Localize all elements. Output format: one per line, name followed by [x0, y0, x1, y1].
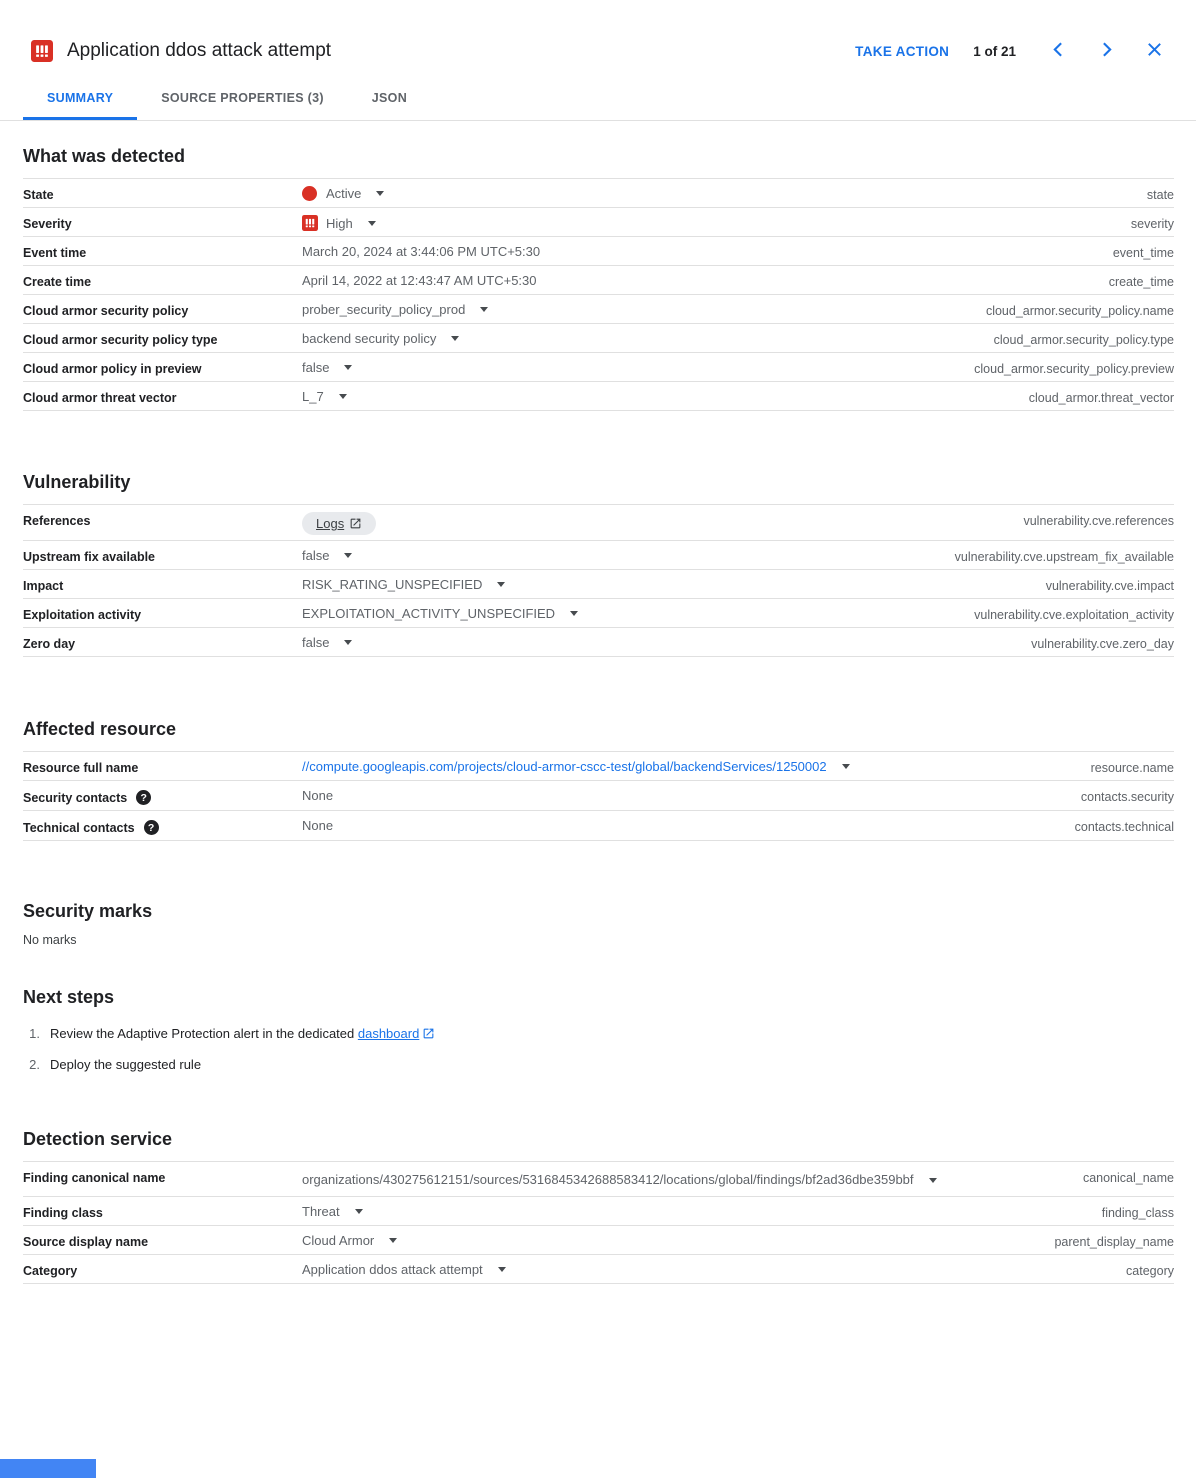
row-label: Create time: [23, 275, 92, 289]
row-category: [23, 1254, 1174, 1283]
vulnerability-table: [23, 504, 1174, 657]
row-value: [302, 511, 1007, 535]
api-field-name: cloud_armor.security_policy.name: [985, 304, 1174, 318]
high-severity-icon: [302, 215, 318, 231]
api-field-name: severity: [1130, 217, 1174, 231]
row-threat-vector: [23, 381, 1174, 410]
section-next-steps: [23, 987, 1174, 1075]
finding-header: [0, 0, 1196, 68]
section-affected-resource: [23, 719, 1174, 841]
api-field-name: vulnerability.cve.references: [1023, 514, 1174, 528]
section-title: Vulnerability: [23, 472, 131, 492]
row-label: Zero day: [23, 637, 76, 651]
row-label: Cloud armor threat vector: [23, 391, 177, 405]
row-value: None: [302, 788, 334, 803]
api-field-name: category: [1126, 1264, 1174, 1278]
row-label: Technical contacts ?: [23, 817, 302, 835]
row-value: EXPLOITATION_ACTIVITY_UNSPECIFIED: [302, 605, 958, 621]
row-label: Cloud armor security policy: [23, 304, 189, 318]
tab-bar: [0, 78, 1196, 121]
previous-finding-button[interactable]: [1038, 34, 1078, 68]
api-field-name: vulnerability.cve.zero_day: [1031, 637, 1174, 651]
row-value: Active: [302, 185, 1131, 201]
row-value: Application ddos attack attempt: [302, 1261, 1110, 1277]
row-value: false: [302, 634, 1015, 650]
row-value: April 14, 2022 at 12:43:47 AM UTC+5:30: [302, 273, 537, 288]
external-link-icon: [422, 1024, 435, 1044]
section-title: Security marks: [23, 901, 153, 921]
row-label: Cloud armor security policy type: [23, 333, 218, 347]
section-security-marks: [23, 901, 1174, 947]
row-value: false: [302, 547, 939, 563]
row-security-policy-type: [23, 323, 1174, 352]
external-link-icon: [349, 517, 362, 530]
row-label: Cloud armor policy in preview: [23, 362, 202, 376]
row-value: Cloud Armor: [302, 1232, 1038, 1248]
section-vulnerability: [23, 472, 1174, 657]
list-item: 2. Deploy the suggested rule: [29, 1057, 202, 1072]
api-field-name: finding_class: [1101, 1206, 1174, 1220]
chevron-right-icon: [1096, 39, 1117, 63]
dropdown-arrow-icon[interactable]: [929, 1178, 937, 1183]
row-impact: [23, 569, 1174, 598]
row-value: RISK_RATING_UNSPECIFIED: [302, 576, 1030, 592]
section-title: Detection service: [23, 1129, 173, 1149]
row-label: State: [23, 188, 54, 202]
row-value: Threat: [302, 1203, 1086, 1219]
row-value: None: [302, 818, 334, 833]
list-item: 1. Review the Adaptive Protection alert in the dedicated dashboard: [23, 1024, 1174, 1044]
row-label: Exploitation activity: [23, 608, 142, 622]
section-what-was-detected: [23, 146, 1174, 411]
page-title: Application ddos attack attempt: [67, 40, 332, 61]
row-security-policy: [23, 294, 1174, 323]
row-value: High: [302, 214, 1115, 231]
row-create-time: [23, 265, 1174, 294]
row-label: Security contacts ?: [23, 787, 302, 805]
dropdown-arrow-icon[interactable]: [344, 640, 352, 645]
section-title: What was detected: [23, 146, 186, 166]
api-field-name: state: [1146, 188, 1174, 202]
dropdown-arrow-icon[interactable]: [355, 1209, 363, 1214]
row-references: [23, 504, 1174, 540]
help-icon[interactable]: ?: [136, 790, 151, 805]
row-label: Resource full name: [23, 761, 139, 775]
no-marks-text: No marks: [23, 933, 77, 947]
row-label: Impact: [23, 579, 64, 593]
api-field-name: contacts.security: [1080, 790, 1174, 804]
close-icon: [1144, 39, 1165, 63]
row-technical-contacts: [23, 810, 1174, 840]
next-finding-button[interactable]: [1086, 34, 1126, 68]
dropdown-arrow-icon[interactable]: [497, 582, 505, 587]
section-title: Next steps: [23, 987, 115, 1007]
api-field-name: resource.name: [1090, 761, 1174, 775]
row-label: Finding canonical name: [23, 1171, 166, 1185]
help-icon[interactable]: ?: [144, 820, 159, 835]
api-field-name: vulnerability.cve.upstream_fix_available: [954, 550, 1174, 564]
dropdown-arrow-icon[interactable]: [344, 553, 352, 558]
row-label: Severity: [23, 217, 72, 231]
dropdown-arrow-icon[interactable]: [344, 365, 352, 370]
detected-table: [23, 178, 1174, 411]
row-resource-full-name: [23, 751, 1174, 780]
section-title: Affected resource: [23, 719, 177, 739]
row-label: Upstream fix available: [23, 550, 156, 564]
row-value: organizations/430275612151/sources/5316845342688583412/locations/global/findings/bf2ad36dbe359bbf: [302, 1168, 1067, 1191]
header-actions: [845, 34, 1174, 68]
row-value: false: [302, 359, 958, 375]
affected-table: [23, 751, 1174, 841]
row-severity: [23, 207, 1174, 236]
row-finding-class: [23, 1196, 1174, 1225]
api-field-name: create_time: [1108, 275, 1174, 289]
take-action-button[interactable]: TAKE ACTION: [845, 36, 959, 67]
row-zero-day: [23, 627, 1174, 656]
row-value: [302, 758, 1075, 774]
row-label: Event time: [23, 246, 87, 260]
dropdown-arrow-icon[interactable]: [498, 1267, 506, 1272]
row-state: [23, 178, 1174, 207]
row-label: Finding class: [23, 1206, 103, 1220]
row-label: Source display name: [23, 1235, 149, 1249]
api-field-name: parent_display_name: [1054, 1235, 1174, 1249]
api-field-name: vulnerability.cve.impact: [1045, 579, 1174, 593]
tab-source-properties[interactable]: SOURCE PROPERTIES (3): [137, 78, 348, 120]
pagination-counter: 1 of 21: [973, 43, 1016, 59]
row-value: March 20, 2024 at 3:44:06 PM UTC+5:30: [302, 244, 541, 259]
row-security-contacts: [23, 780, 1174, 810]
bottom-left-blue-bar[interactable]: [0, 1459, 96, 1478]
row-value: prober_security_policy_prod: [302, 301, 970, 317]
logs-chip-button[interactable]: Logs: [302, 512, 376, 535]
api-field-name: cloud_armor.threat_vector: [1028, 391, 1174, 405]
row-exploitation-activity: [23, 598, 1174, 627]
row-value: backend security policy: [302, 330, 978, 346]
row-upstream-fix: [23, 540, 1174, 569]
api-field-name: canonical_name: [1082, 1171, 1174, 1185]
tab-json[interactable]: JSON: [348, 78, 431, 120]
detection-table: [23, 1161, 1174, 1284]
row-source-display-name: [23, 1225, 1174, 1254]
api-field-name: vulnerability.cve.exploitation_activity: [974, 608, 1174, 622]
close-button[interactable]: [1134, 34, 1174, 68]
dropdown-arrow-icon[interactable]: [842, 764, 850, 769]
row-label: Category: [23, 1264, 78, 1278]
high-severity-icon: [31, 40, 53, 62]
chevron-left-icon: [1048, 39, 1069, 63]
dropdown-arrow-icon[interactable]: [570, 611, 578, 616]
dashboard-link[interactable]: dashboard: [358, 1024, 435, 1044]
row-value: L_7: [302, 388, 1013, 404]
dropdown-arrow-icon[interactable]: [376, 191, 384, 196]
api-field-name: contacts.technical: [1074, 820, 1174, 834]
dropdown-arrow-icon[interactable]: [451, 336, 459, 341]
section-detection-service: [23, 1129, 1174, 1284]
row-canonical-name: [23, 1161, 1174, 1196]
row-event-time: [23, 236, 1174, 265]
dropdown-arrow-icon[interactable]: [480, 307, 488, 312]
row-label: References: [23, 514, 91, 528]
tab-summary[interactable]: SUMMARY: [23, 78, 137, 120]
row-policy-preview: [23, 352, 1174, 381]
next-steps-list: [23, 1024, 1174, 1075]
dropdown-arrow-icon[interactable]: [368, 221, 376, 226]
resource-link[interactable]: //compute.googleapis.com/projects/cloud-armor-cscc-test/global/backendServices/1250002: [302, 759, 827, 774]
api-field-name: cloud_armor.security_policy.type: [993, 333, 1174, 347]
api-field-name: cloud_armor.security_policy.preview: [974, 362, 1174, 376]
dropdown-arrow-icon[interactable]: [389, 1238, 397, 1243]
api-field-name: event_time: [1112, 246, 1174, 260]
dropdown-arrow-icon[interactable]: [339, 394, 347, 399]
active-state-icon: [302, 186, 317, 201]
